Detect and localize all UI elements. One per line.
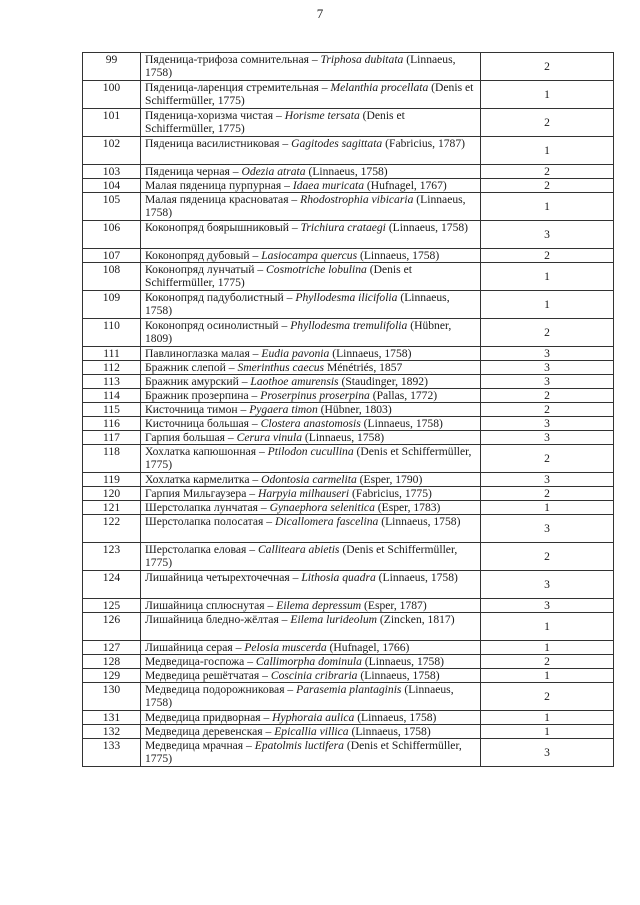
row-number: 131 [83,711,141,725]
russian-name: Пяденица василистниковая – [145,137,292,150]
status-category: 3 [481,515,614,543]
species-name [141,319,481,347]
status-category: 1 [481,641,614,655]
author-year: (Hufnagel, 1767) [364,179,447,192]
russian-name: Медведица подорожниковая – [145,683,297,696]
species-name [141,291,481,319]
table-row [83,599,614,613]
author-year: (Linnaeus, 1758) [305,165,388,178]
row-number: 105 [83,193,141,221]
table-row [83,571,614,599]
table-row [83,165,614,179]
row-number: 117 [83,431,141,445]
page-number: 7 [316,6,324,21]
table-row [83,221,614,249]
status-category: 1 [481,291,614,319]
table-row [83,725,614,739]
author-year: (Linnaeus, 1758) [145,53,456,79]
russian-name: Медведица-госпожа – [145,655,256,668]
species-name [141,515,481,543]
scientific-name: Coscinia cribraria [270,669,358,682]
russian-name: Бражник амурский – [145,375,251,388]
row-number: 113 [83,375,141,389]
table-row [83,669,614,683]
russian-name: Пяденица-ларенция стремительная – [145,81,331,94]
russian-name: Кисточница большая – [145,417,261,430]
russian-name: Гарпия Мильгаузера – [145,487,258,500]
scientific-name: Phyllodesma tremulifolia [290,319,408,332]
russian-name: Лишайница четырехточечная – [145,571,302,584]
row-number: 102 [83,137,141,165]
species-name [141,445,481,473]
row-number: 132 [83,725,141,739]
status-category: 2 [481,179,614,193]
status-category: 3 [481,473,614,487]
author-year: (Fabricius, 1775) [349,487,432,500]
russian-name: Коконопряд дубовый – [145,249,262,262]
scientific-name: Odezia atrata [241,165,306,178]
author-year: (Linnaeus, 1758) [145,683,454,709]
status-category: 3 [481,571,614,599]
species-name [141,613,481,641]
status-category: 3 [481,431,614,445]
scientific-name: Hyphoraia aulica [272,711,355,724]
scientific-name: Smerinthus caecus [237,361,325,374]
author-year: (Denis et Schiffermüller, 1775) [145,81,474,107]
author-year: (Linnaeus, 1758) [145,193,466,219]
scientific-name: Eilema lurideolum [290,613,377,626]
scientific-name: Cosmotriche lobulina [266,263,367,276]
status-category: 3 [481,417,614,431]
table-row [83,389,614,403]
status-category: 1 [481,193,614,221]
status-category: 2 [481,487,614,501]
scientific-name: Idaea muricata [292,179,365,192]
russian-name: Кисточница тимон – [145,403,250,416]
scientific-name: Cerura vinula [236,431,302,444]
scientific-name: Laothoe amurensis [250,375,339,388]
species-name [141,249,481,263]
author-year: (Esper, 1790) [356,473,423,486]
row-number: 116 [83,417,141,431]
row-number: 119 [83,473,141,487]
species-name [141,263,481,291]
author-year: (Esper, 1787) [361,599,427,612]
species-name [141,431,481,445]
author-year: (Denis et Schiffermüller, 1775) [145,109,405,135]
status-category: 2 [481,165,614,179]
status-category: 3 [481,375,614,389]
species-name [141,221,481,249]
status-category: 1 [481,137,614,165]
species-name [141,711,481,725]
table-row [83,613,614,641]
table-row [83,319,614,347]
scientific-name: Callimorpha dominula [255,655,362,668]
status-category: 3 [481,599,614,613]
russian-name: Хохлатка капюшонная – [145,445,268,458]
row-number: 109 [83,291,141,319]
table-row [83,683,614,711]
status-category: 1 [481,501,614,515]
row-number: 128 [83,655,141,669]
russian-name: Медведица придворная – [145,711,273,724]
table-row [83,543,614,571]
status-category: 2 [481,445,614,473]
row-number: 130 [83,683,141,711]
russian-name: Пяденица-трифоза сомнительная – [145,53,321,66]
species-name [141,53,481,81]
russian-name: Коконопряд боярышниковый – [145,221,301,234]
table-row [83,375,614,389]
table-row [83,431,614,445]
russian-name: Гарпия большая – [145,431,237,444]
status-category: 3 [481,221,614,249]
author-year: (Linnaeus, 1758) [145,291,450,317]
table-row [83,81,614,109]
scientific-name: Gagitodes sagittata [291,137,383,150]
author-year: (Denis et Schiffermüller, 1775) [145,739,462,765]
row-number: 112 [83,361,141,375]
scientific-name: Gynaephora selenitica [269,501,375,514]
status-category: 1 [481,81,614,109]
scientific-name: Lasiocampa quercus [261,249,358,262]
scientific-name: Calliteara abietis [257,543,340,556]
row-number: 127 [83,641,141,655]
row-number: 125 [83,599,141,613]
row-number: 122 [83,515,141,543]
author-year: (Linnaeus, 1758) [354,711,437,724]
author-year: Ménétriés, 1857 [324,361,403,374]
russian-name: Лишайница бледно-жёлтая – [145,613,291,626]
author-year: (Linnaeus, 1758) [302,431,385,444]
scientific-name: Odontosia carmelita [261,473,357,486]
russian-name: Бражник прозерпина – [145,389,261,402]
status-category: 2 [481,319,614,347]
scientific-name: Clostera anastomosis [260,417,361,430]
scientific-name: Parasemia plantaginis [296,683,402,696]
row-number: 111 [83,347,141,361]
species-name [141,403,481,417]
table-row [83,347,614,361]
scientific-name: Trichiura crataegi [300,221,386,234]
author-year: (Pallas, 1772) [369,389,438,402]
table-row [83,249,614,263]
row-number: 108 [83,263,141,291]
russian-name: Шерстолапка еловая – [145,543,258,556]
row-number: 123 [83,543,141,571]
row-number: 133 [83,739,141,767]
species-name [141,375,481,389]
status-category: 3 [481,739,614,767]
status-category: 2 [481,109,614,137]
russian-name: Лишайница серая – [145,641,245,654]
table-row [83,487,614,501]
russian-name: Павлиноглазка малая – [145,347,262,360]
species-table [82,52,614,767]
russian-name: Медведица мрачная – [145,739,255,752]
author-year: (Linnaeus, 1758) [357,249,440,262]
species-name [141,543,481,571]
species-name [141,193,481,221]
status-category: 2 [481,249,614,263]
species-name [141,487,481,501]
russian-name: Хохлатка кармелитка – [145,473,262,486]
species-name [141,473,481,487]
species-name [141,571,481,599]
author-year: (Linnaeus, 1758) [357,669,440,682]
table-row [83,655,614,669]
row-number: 126 [83,613,141,641]
scientific-name: Proserpinus proserpina [260,389,370,402]
scientific-name: Epatolmis luctifera [254,739,344,752]
status-category: 2 [481,543,614,571]
russian-name: Коконопряд осинолистный – [145,319,291,332]
row-number: 104 [83,179,141,193]
russian-name: Медведица решётчатая – [145,669,271,682]
species-name [141,739,481,767]
status-category: 3 [481,347,614,361]
row-number: 118 [83,445,141,473]
scientific-name: Horisme tersata [284,109,360,122]
species-name [141,725,481,739]
species-name [141,641,481,655]
species-name [141,165,481,179]
russian-name: Коконопряд лунчатый – [145,263,267,276]
scientific-name: Lithosia quadra [301,571,376,584]
table-row [83,641,614,655]
scientific-name: Rhodostrophia vibicaria [300,193,414,206]
russian-name: Шерстолапка полосатая – [145,515,275,528]
table-row [83,417,614,431]
table-row [83,501,614,515]
table-row [83,515,614,543]
species-name [141,361,481,375]
species-name [141,669,481,683]
author-year: (Esper, 1783) [374,501,441,514]
table-row [83,179,614,193]
russian-name: Малая пяденица красноватая – [145,193,301,206]
status-category: 2 [481,655,614,669]
scientific-name: Pelosia muscerda [244,641,327,654]
status-category: 1 [481,711,614,725]
author-year: (Hübner, 1803) [317,403,392,416]
status-category: 2 [481,53,614,81]
russian-name: Пяденица-хоризма чистая – [145,109,285,122]
author-year: (Linnaeus, 1758) [385,221,469,234]
scientific-name: Melanthia procellata [330,81,429,94]
russian-name: Малая пяденица пурпурная – [145,179,293,192]
species-name [141,347,481,361]
row-number: 121 [83,501,141,515]
table-row [83,53,614,81]
scientific-name: Eilema depressum [276,599,362,612]
russian-name: Бражник слепой – [145,361,238,374]
status-category: 2 [481,389,614,403]
author-year: (Staudinger, 1892) [338,375,428,388]
author-year: (Linnaeus, 1758) [375,571,458,584]
author-year: (Denis et Schiffermüller, 1775) [145,263,412,289]
table-row [83,711,614,725]
author-year: (Fabricius, 1787) [382,137,465,150]
author-year: (Linnaeus, 1758) [329,347,412,360]
scientific-name: Phyllodesma ilicifolia [295,291,398,304]
species-name [141,179,481,193]
status-category: 2 [481,403,614,417]
author-year: (Linnaeus, 1758) [360,417,443,430]
status-category: 1 [481,263,614,291]
species-name [141,389,481,403]
row-number: 120 [83,487,141,501]
scientific-name: Harpyia milhauseri [257,487,350,500]
author-year: (Linnaeus, 1758) [348,725,431,738]
table-row [83,445,614,473]
species-name [141,599,481,613]
status-category: 1 [481,725,614,739]
row-number: 115 [83,403,141,417]
row-number: 124 [83,571,141,599]
table-row [83,473,614,487]
row-number: 99 [83,53,141,81]
scientific-name: Ptilodon cucullina [267,445,354,458]
species-name [141,655,481,669]
russian-name: Медведица деревенская – [145,725,275,738]
row-number: 103 [83,165,141,179]
table-row [83,403,614,417]
table-row [83,109,614,137]
russian-name: Лишайница сплюснутая – [145,599,277,612]
row-number: 101 [83,109,141,137]
row-number: 110 [83,319,141,347]
table-row [83,263,614,291]
author-year: (Linnaeus, 1758) [361,655,444,668]
status-category: 2 [481,683,614,711]
author-year: (Denis et Schiffermüller, 1775) [145,543,458,569]
scientific-name: Eudia pavonia [261,347,330,360]
author-year: (Hübner, 1809) [145,319,452,345]
russian-name: Коконопряд падуболистный – [145,291,296,304]
russian-name: Шерстолапка лунчатая – [145,501,270,514]
russian-name: Пяденица черная – [145,165,242,178]
row-number: 106 [83,221,141,249]
scientific-name: Epicallia villica [274,725,349,738]
table-row [83,193,614,221]
species-name [141,81,481,109]
table-row [83,291,614,319]
species-name [141,683,481,711]
status-category: 3 [481,361,614,375]
species-name [141,417,481,431]
status-category: 1 [481,613,614,641]
row-number: 114 [83,389,141,403]
author-year: (Denis et Schiffermüller, 1775) [145,445,472,471]
scientific-name: Pygaera timon [249,403,318,416]
row-number: 129 [83,669,141,683]
table-row [83,739,614,767]
author-year: (Zincken, 1817) [377,613,455,626]
author-year: (Linnaeus, 1758) [378,515,461,528]
species-name [141,501,481,515]
row-number: 107 [83,249,141,263]
species-table-body [83,53,614,767]
author-year: (Hufnagel, 1766) [326,641,410,654]
status-category: 1 [481,669,614,683]
scientific-name: Triphosa dubitata [320,53,404,66]
table-row [83,137,614,165]
species-name [141,137,481,165]
scientific-name: Dicallomera fascelina [274,515,379,528]
table-row [83,361,614,375]
row-number: 100 [83,81,141,109]
species-name [141,109,481,137]
